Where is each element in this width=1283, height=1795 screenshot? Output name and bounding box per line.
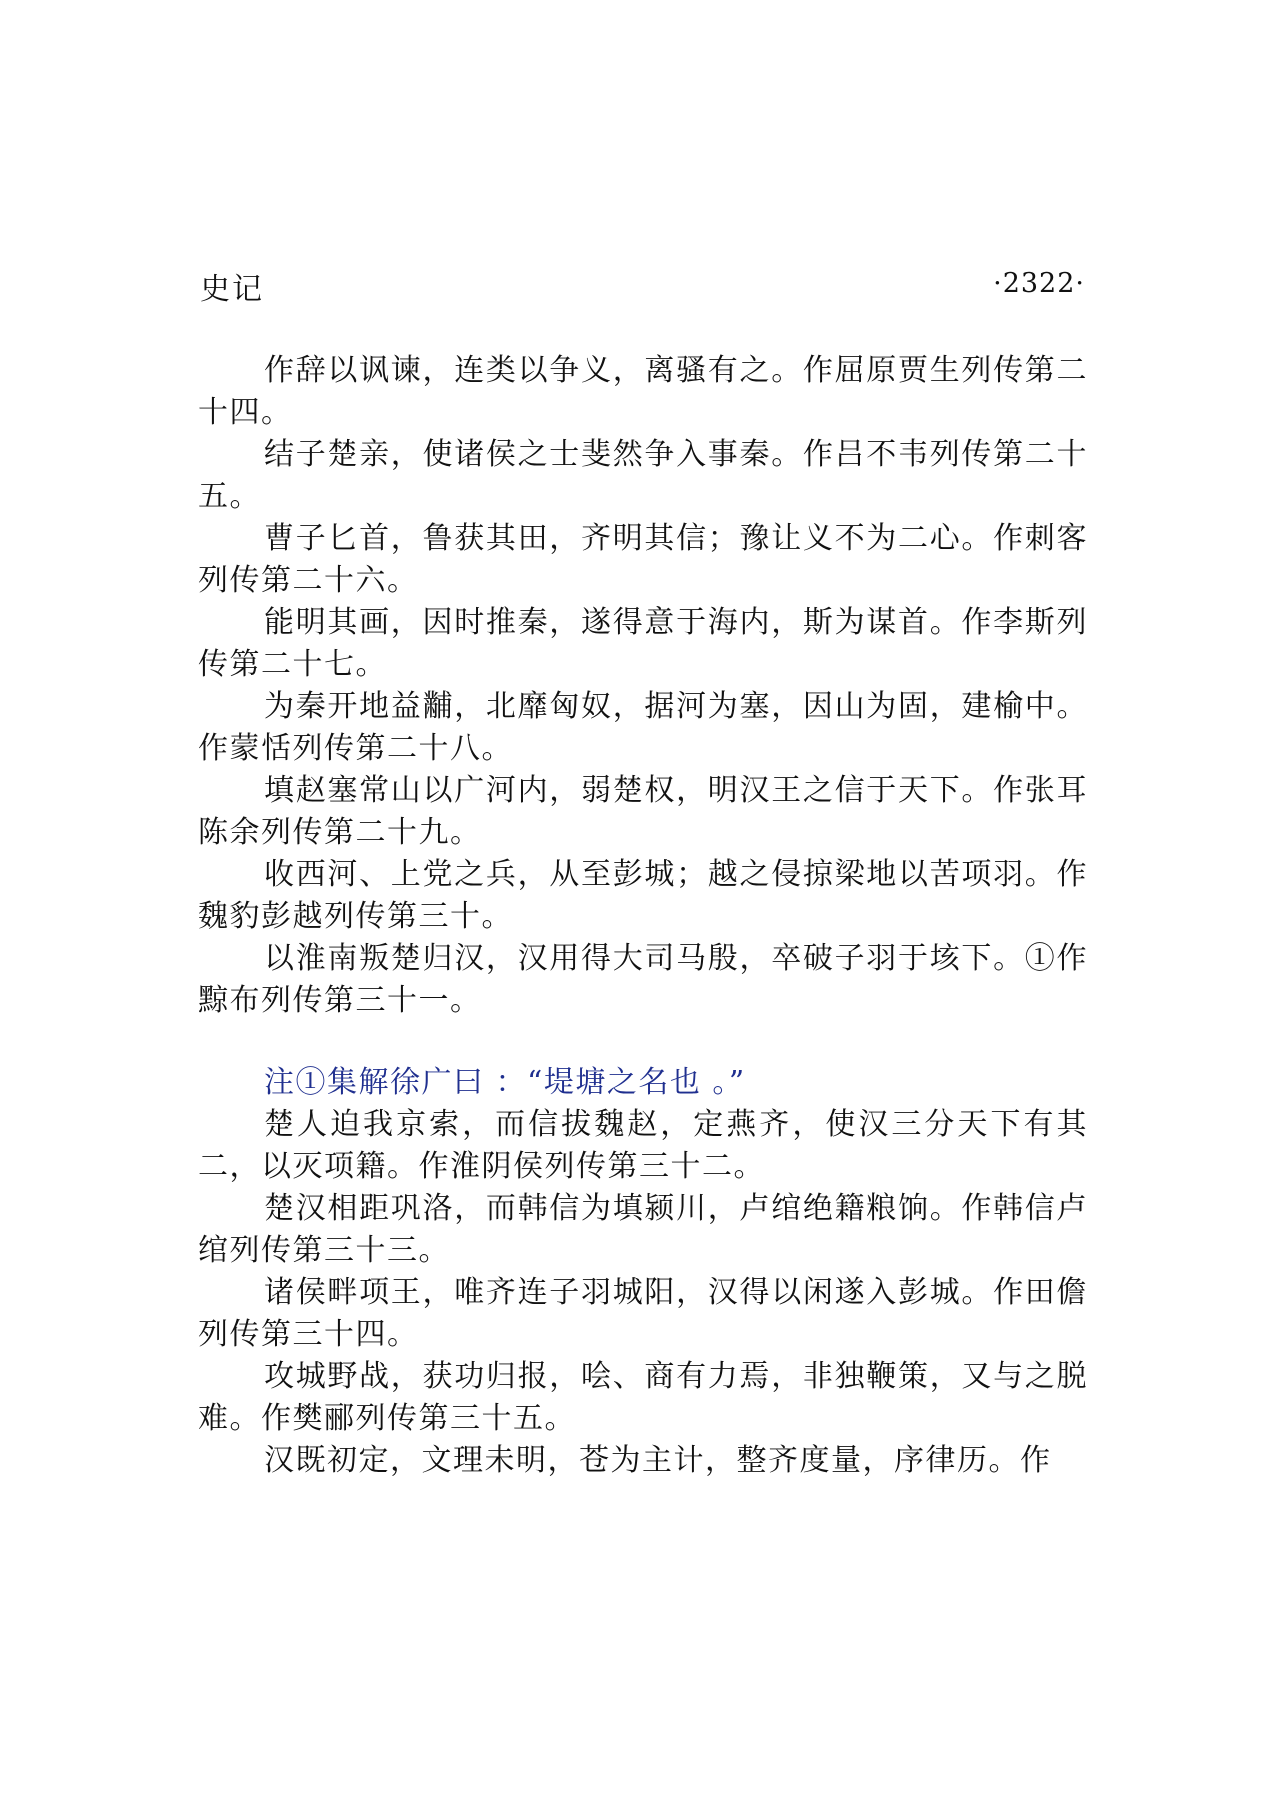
paragraph: 作辞以讽谏，连类以争义，离骚有之。作屈原贾生列传第二十四。 <box>198 353 1088 430</box>
paragraph: 楚汉相距巩洛，而韩信为填颍川，卢绾绝籍粮饷。作韩信卢绾列传第三十三。 <box>198 1191 1088 1268</box>
paragraph: 楚人迫我京索，而信拔魏赵，定燕齐，使汉三分天下有其二，以灭项籍。作淮阴侯列传第三十二。 <box>198 1107 1088 1184</box>
paragraph: 诸侯畔项王，唯齐连子羽城阳，汉得以闲遂入彭城。作田儋列传第三十四。 <box>198 1275 1088 1352</box>
footnote: 注①集解徐广曰 ：“堤塘之名也 。” <box>264 1065 746 1100</box>
paragraph: 收西河、上党之兵，从至彭城；越之侵掠梁地以苦项羽。作魏豹彭越列传第三十。 <box>198 857 1088 934</box>
paragraph: 结子楚亲，使诸侯之士斐然争入事秦。作吕不韦列传第二十五。 <box>198 437 1088 514</box>
book-title: 史记 <box>200 272 264 307</box>
page-number: ·2322· <box>993 268 1085 299</box>
running-head <box>200 264 1085 308</box>
paragraph: 以淮南叛楚归汉，汉用得大司马殷，卒破子羽于垓下。①作黥布列传第三十一。 <box>198 941 1088 1018</box>
paragraph: 填赵塞常山以广河内，弱楚权，明汉王之信于天下。作张耳陈余列传第二十九。 <box>198 773 1088 850</box>
paragraph: 汉既初定，文理未明，苍为主计，整齐度量，序律历。作 <box>264 1443 1052 1478</box>
paragraph: 能明其画，因时推秦，遂得意于海内，斯为谋首。作李斯列传第二十七。 <box>198 605 1088 682</box>
paragraph: 攻城野战，获功归报，哙、商有力焉，非独鞭策，又与之脱难。作樊郦列传第三十五。 <box>198 1359 1088 1436</box>
paragraph: 为秦开地益黼，北靡匈奴，据河为塞，因山为固，建榆中。作蒙恬列传第二十八。 <box>198 689 1088 766</box>
body-text <box>198 350 1088 1482</box>
paragraph: 曹子匕首，鲁获其田，齐明其信；豫让义不为二心。作刺客列传第二十六。 <box>198 521 1088 598</box>
